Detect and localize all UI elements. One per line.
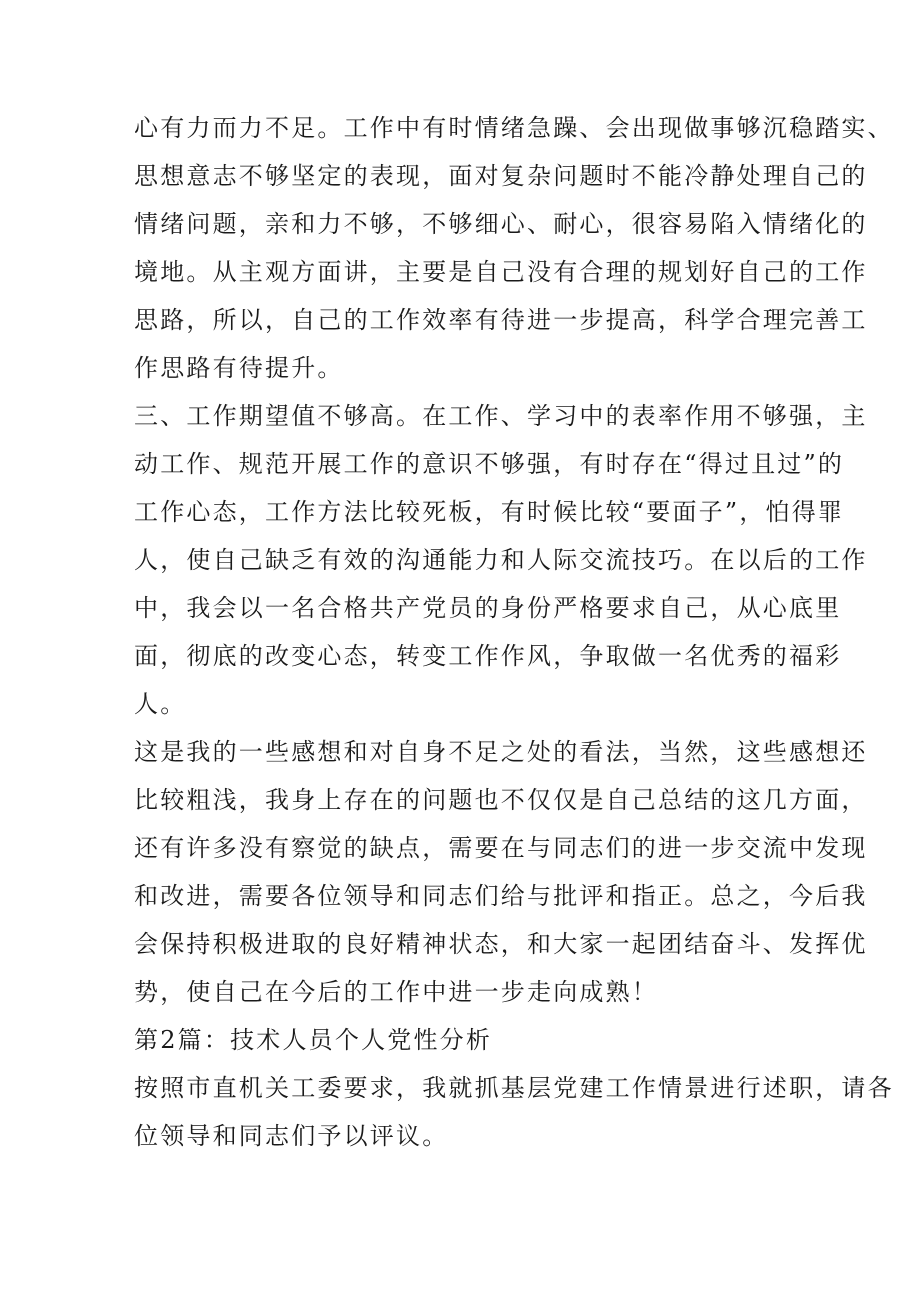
text-line: 按照市直机关工委要求，我就抓基层党建工作情景进行述职，请各 bbox=[134, 1074, 894, 1102]
text-line: 还有许多没有察觉的缺点，需要在与同志们的进一步交流中发现 bbox=[134, 834, 868, 862]
text-line: 这是我的一些感想和对自身不足之处的看法，当然，这些感想还 bbox=[134, 738, 868, 766]
text-line: 势，使自己在今后的工作中进一步走向成熟！ bbox=[134, 978, 658, 1006]
section-heading-line: 三、工作期望值不够高。在工作、学习中的表率作用不够强，主 bbox=[134, 402, 868, 430]
document-body bbox=[134, 104, 894, 1160]
text-line: 中，我会以一名合格共产党员的身份严格要求自己，从心底里 bbox=[134, 594, 842, 622]
text-line: 和改进，需要各位领导和同志们给与批评和指正。总之，今后我 bbox=[134, 882, 868, 910]
text-line: 情绪问题，亲和力不够，不够细心、耐心，很容易陷入情绪化的 bbox=[134, 210, 868, 238]
text-line: 心有力而力不足。工作中有时情绪急躁、会出现做事够沉稳踏实、 bbox=[134, 114, 894, 142]
text-line: 境地。从主观方面讲，主要是自己没有合理的规划好自己的工作 bbox=[134, 258, 868, 286]
text-line: 会保持积极进取的良好精神状态，和大家一起团结奋斗、发挥优 bbox=[134, 930, 868, 958]
text-line: 作思路有待提升。 bbox=[134, 354, 344, 382]
text-line: 比较粗浅，我身上存在的问题也不仅仅是自己总结的这几方面， bbox=[134, 786, 868, 814]
text-line: 思路，所以，自己的工作效率有待进一步提高，科学合理完善工 bbox=[134, 306, 868, 334]
text-line: 思想意志不够坚定的表现，面对复杂问题时不能冷静处理自己的 bbox=[134, 162, 868, 190]
text-line: 工作心态，工作方法比较死板，有时候比较“要面子”，怕得罪 bbox=[134, 498, 845, 526]
text-line: 动工作、规范开展工作的意识不够强，有时存在“得过且过”的 bbox=[134, 450, 845, 478]
article-title: 第2篇：技术人员个人党性分析 bbox=[134, 1026, 493, 1054]
text-line: 位领导和同志们予以评议。 bbox=[134, 1122, 449, 1150]
text-line: 人，使自己缺乏有效的沟通能力和人际交流技巧。在以后的工作 bbox=[134, 546, 868, 574]
text-line: 人。 bbox=[134, 690, 187, 718]
text-line: 面，彻底的改变心态，转变工作作风，争取做一名优秀的福彩 bbox=[134, 642, 842, 670]
